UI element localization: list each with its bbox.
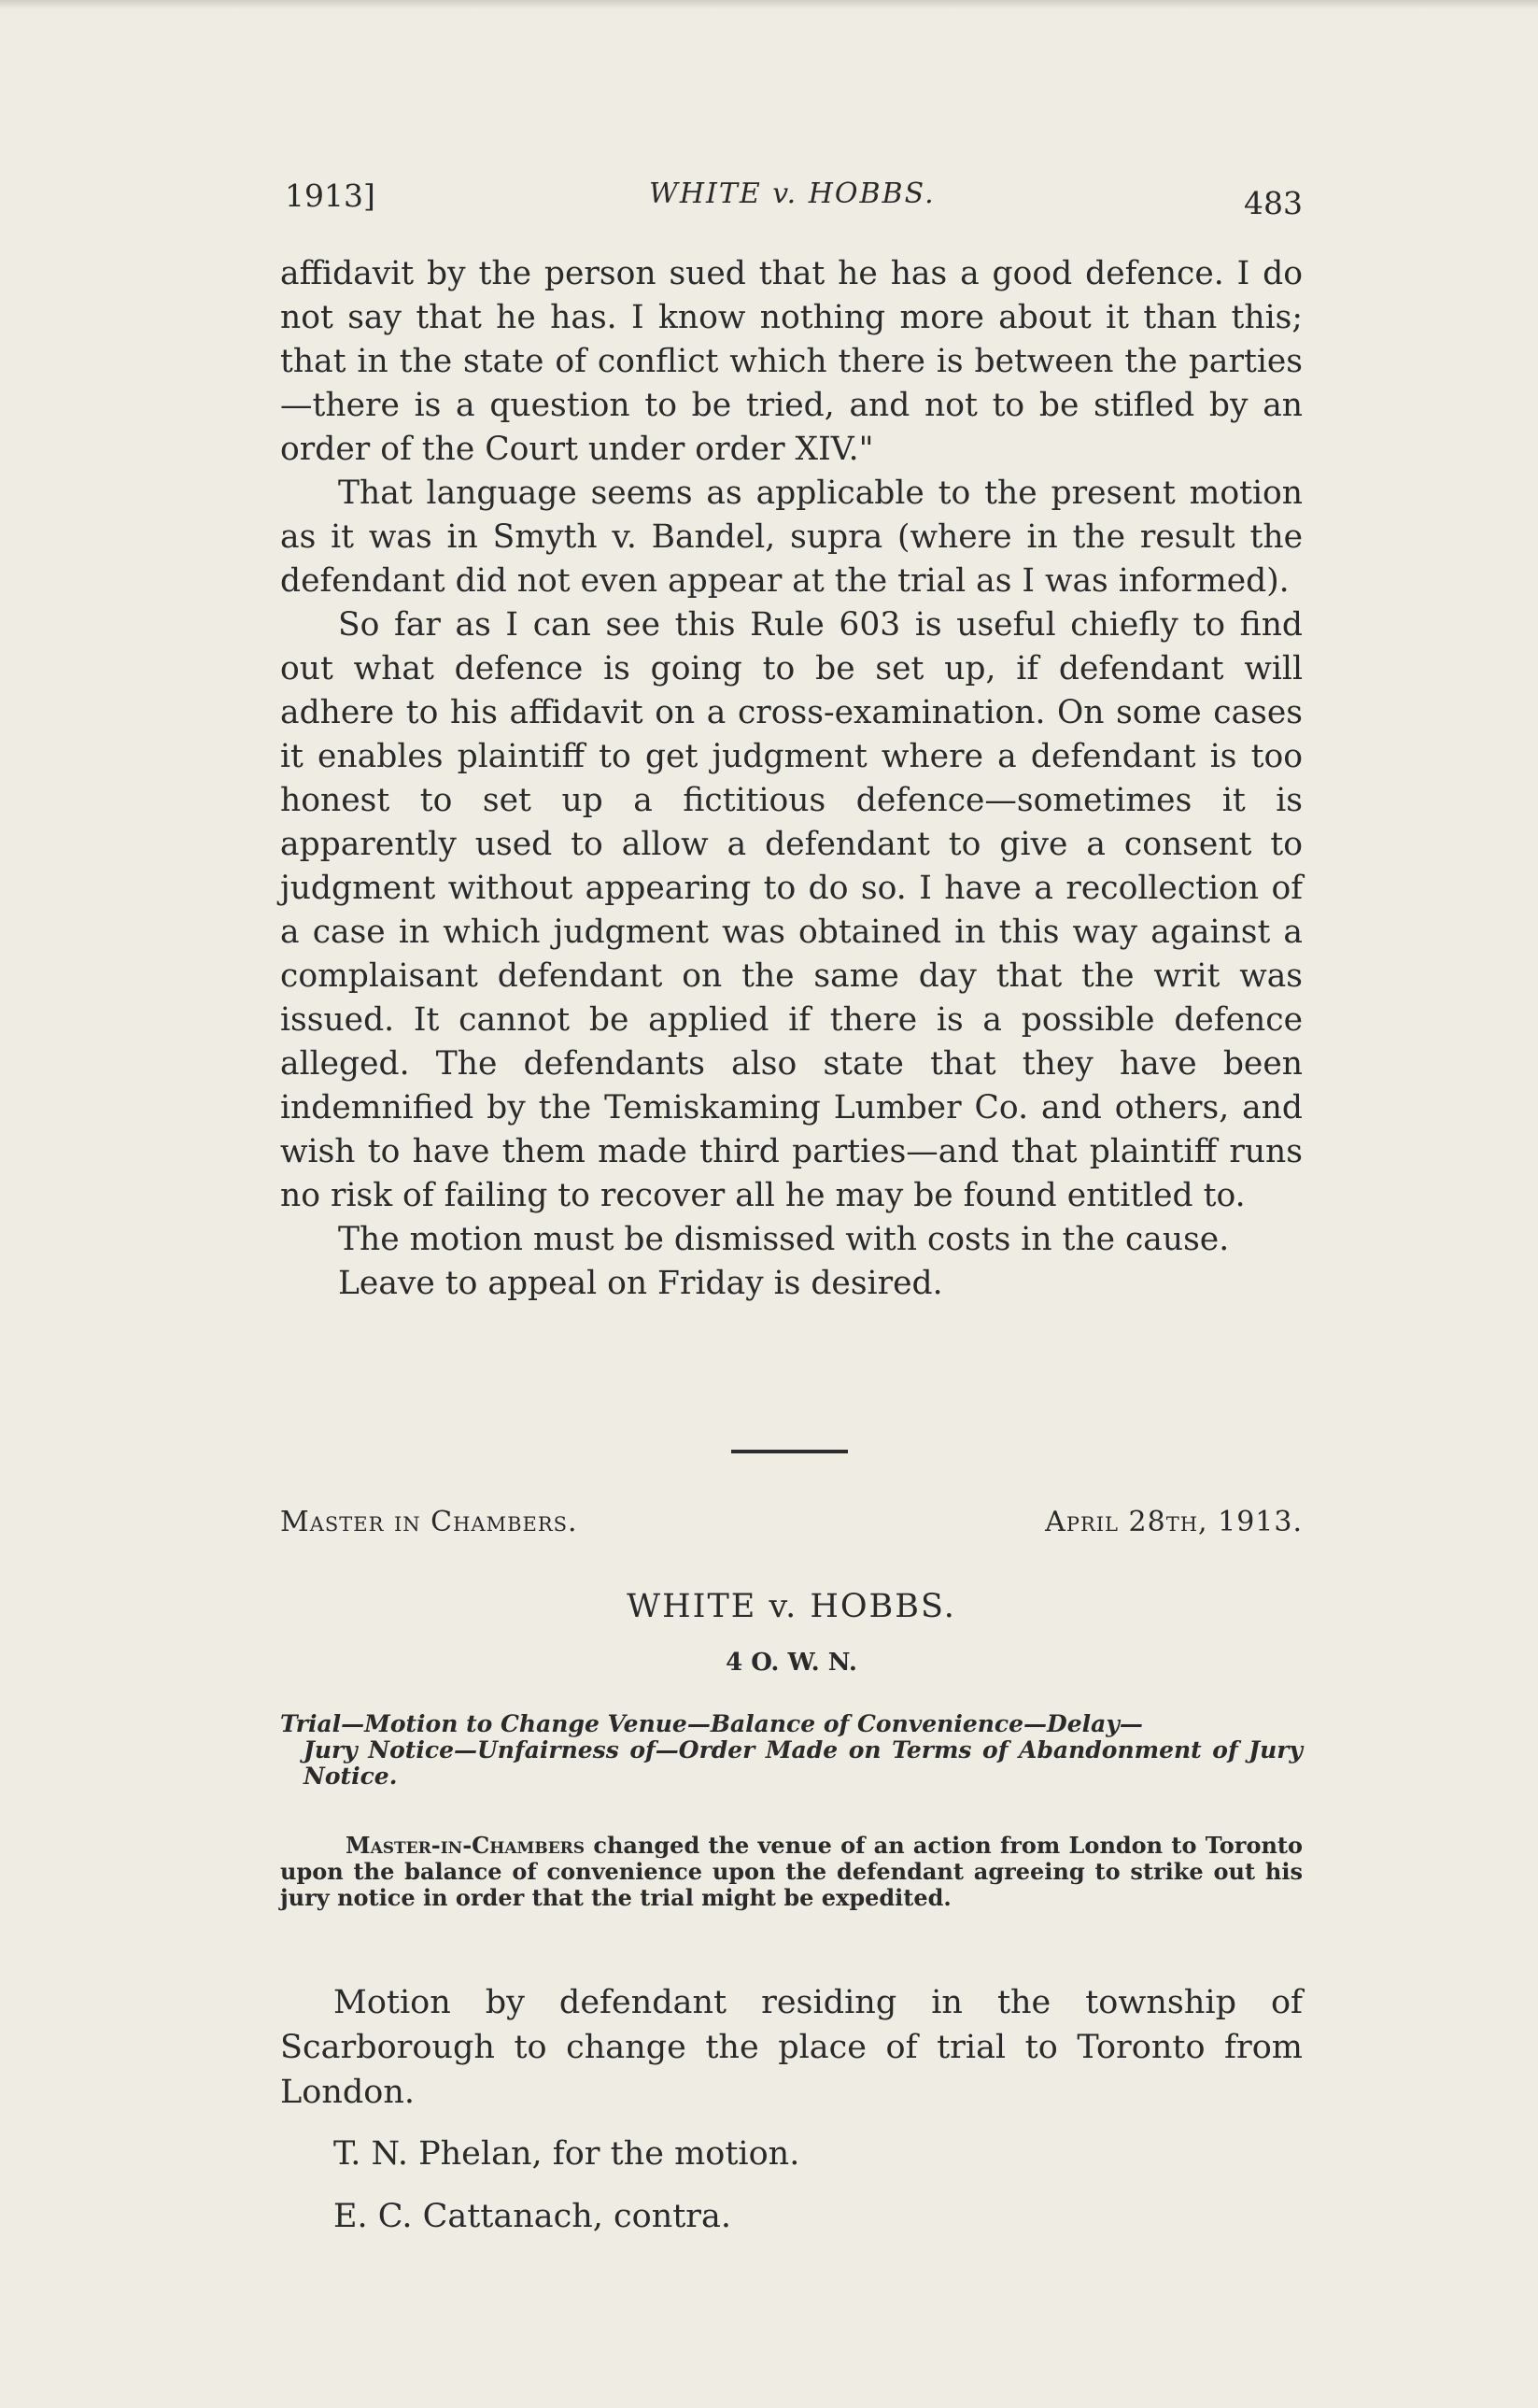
- headnote: [280, 1711, 1303, 1790]
- decision-date: April 28th, 1913.: [1045, 1506, 1303, 1538]
- body-paragraph: The motion must be dismissed with costs in the cause.: [338, 1221, 1230, 1258]
- motion-text: Motion by defendant residing in the township of Scarborough to change the place of trial to Toronto from London.: [280, 1984, 1303, 2111]
- section-divider: [731, 1450, 848, 1453]
- counsel-line: E. C. Cattanach, contra.: [333, 2198, 732, 2235]
- running-head: [285, 177, 1303, 224]
- headnote-first-line: Trial—Motion to Change Venue—Balance of Convenience—Delay—: [280, 1710, 1143, 1737]
- motion-section: [280, 1980, 1303, 2257]
- case-summary: [280, 1833, 1303, 1911]
- running-head-year: 1913]: [285, 177, 375, 214]
- page-number: 483: [1244, 185, 1303, 221]
- body-paragraph: That language seems as applicable to the present motion as it was in Smyth v. Bandel, supra (where in the result the defendant did not even appear at the trial as I was informed).: [280, 475, 1303, 600]
- case-title: WHITE v. HOBBS.: [627, 1588, 956, 1625]
- counsel-line: T. N. Phelan, for the motion.: [333, 2135, 800, 2173]
- case-citation: 4 O. W. N.: [726, 1649, 857, 1677]
- body-paragraph: Leave to appeal on Friday is desired.: [338, 1265, 943, 1302]
- court-name: Master in Chambers.: [280, 1506, 578, 1538]
- body-paragraph: So far as I can see this Rule 603 is useful chiefly to find out what defence is going to be set up, if defendant will adhere to his affidavit on a cross-examination. On some cases it enables plaintiff to get judgment where a defendant is too honest to set up a fictitious defence—sometimes it is apparently used to allow a defendant to give a consent to judgment without appearing to do so. I have a recollection of a case in which judgment was obtained in this way against a complaisant defendant on the same day that the writ was issued. It cannot be applied if there is a possible defence alleged. The defendants also state that they have been indemnified by the Temiskaming Lumber Co. and others, and wish to have them made third parties—and that plaintiff runs no risk of failing to recover all he may be found entitled to.: [280, 606, 1303, 1214]
- headnote-continuation: Jury Notice—Unfairness of—Order Made on Terms of Abandonment of Jury Notice.: [303, 1736, 1303, 1790]
- summary-lead: Master-in-Chambers: [346, 1832, 586, 1859]
- body-paragraph: affidavit by the person sued that he has a good defence. I do not say that he has. I know nothing more about it than this; that in the state of conflict which there is between the parties—there is a question to be tried, and not to be stifled by an order of the Court under order XIV.": [280, 255, 1303, 468]
- running-head-title: WHITE v. HOBBS.: [649, 177, 936, 210]
- summary-text: changed the venue of an action from London to Toronto upon the balance of convenience upon the defendant agreeing to strike out his jury notice in order that the trial might be expedited.: [280, 1832, 1303, 1911]
- body-text: [280, 252, 1303, 1306]
